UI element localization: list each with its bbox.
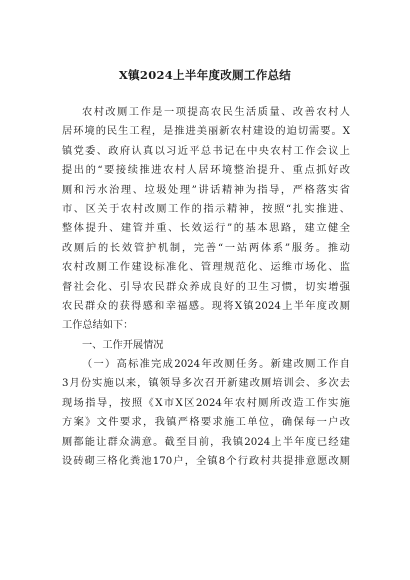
paragraph-line: 整体提升、建管并重、长效运行”的基本思路，建立健全 [62,223,350,235]
paragraph-line: 方案》文件要求，我镇严格要求施工单位，确保每一户改 [62,417,350,429]
paragraph-line: 农民群众的获得感和幸福感。现将X镇2024上半年度改厕 [62,300,350,312]
paragraph-line: 现场指导，按照《X市X区2024年农村厕所改造工作实施 [62,397,350,409]
paragraph-line: 工作总结如下： [62,320,134,332]
paragraph-line: 提出的“要接续推进农村人居环境整治提升、重点抓好改 [62,165,350,177]
paragraph-line: 厕都能让群众满意。截至目前，我镇2024上半年度已经建 [62,436,350,448]
paragraph-line: 督社会化、引导农民群众养成良好的卫生习惯，切实增强 [62,281,350,293]
paragraph-line: 设砖砌三格化粪池170户，全镇8个行政村共提排意愿改厕 [62,456,350,468]
paragraph-line: 改厕后的长效管护机制，完善“一站两体系”服务。推动 [62,242,350,254]
document-body [62,103,350,471]
paragraph-line: （一）高标准完成2024年改厕任务。新建改厕工作自 [82,359,350,371]
paragraph-line: 农村改厕工作建设标准化、管理规范化、运维市场化、监 [62,262,350,274]
paragraph-line: 厕和污水治理、垃圾处理”讲话精神为指导，严格落实省 [62,184,350,196]
document-title: X镇2024上半年度改厕工作总结 [118,68,292,82]
paragraph-line: 镇党委、政府认真以习近平总书记在中央农村工作会议上 [62,145,350,157]
paragraph-line: 居环境的民生工程，是推进美丽新农村建设的迫切需要。X [62,126,350,138]
paragraph-line: 市、区关于农村改厕工作的指示精神，按照“扎实推进、 [62,203,350,215]
paragraph-line: 农村改厕工作是一项提高农民生活质量、改善农村人 [82,107,350,118]
paragraph-line: 3月份实施以来，镇领导多次召开新建改厕培训会、多次去 [62,378,350,390]
section-heading: 一、工作开展情况 [82,339,164,351]
